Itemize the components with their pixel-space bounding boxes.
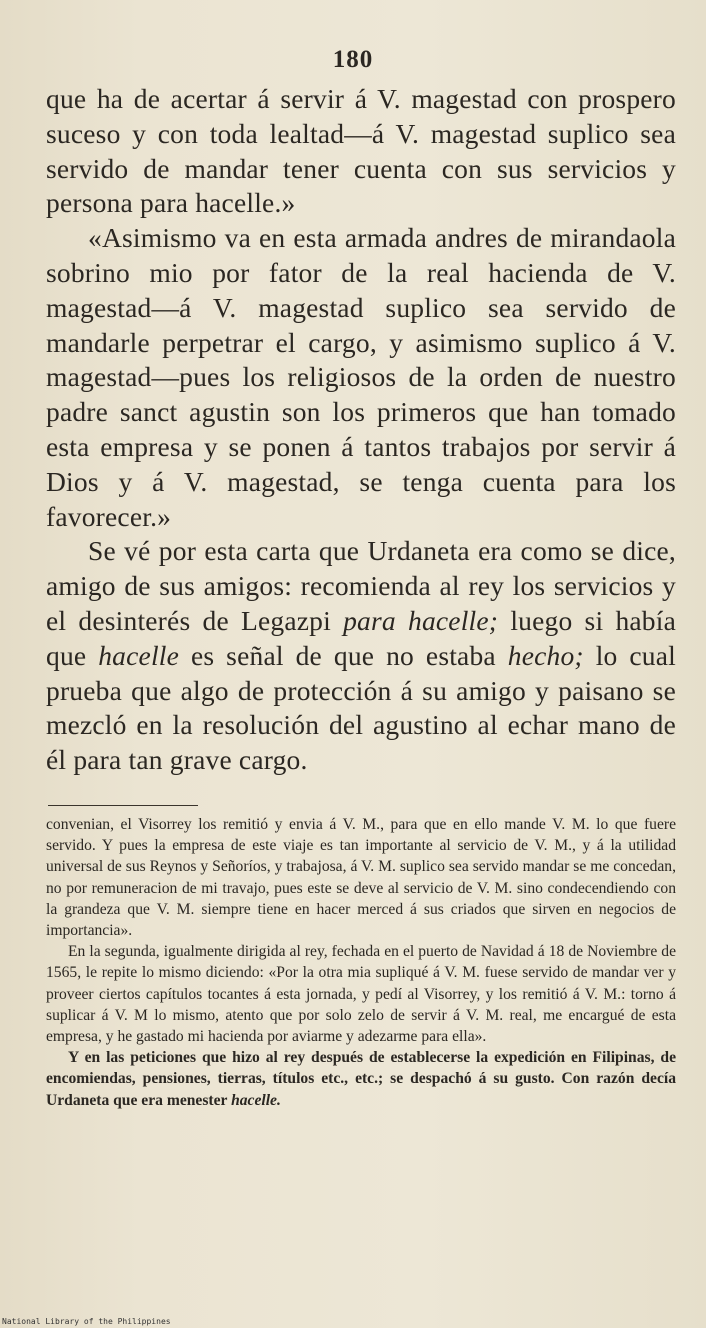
paragraph-3-part-b: luego si había que	[46, 604, 676, 671]
italic-hecho: hecho;	[507, 639, 584, 671]
footnote-3-text: Y en las peticiones que hizo al rey después de establecerse la expedición en Filipinas, de encomiendas, pensiones, tierras, títulos etc., etc.; se despachó á su gusto. Con razón decía Urdaneta que era menester	[46, 1049, 676, 1109]
main-text	[46, 82, 676, 778]
page-number: 180	[332, 46, 374, 73]
footnote-divider	[48, 805, 198, 806]
paragraph-2: «Asimismo va en esta armada andres de mirandaola sobrino mio por fator de la real hacienda de V. magestad—á V. magestad suplico sea servido de mandarle perpetrar el cargo, y asimismo suplico á V. magestad—pues los religiosos de la orden de nuestro padre sanct agustin son los primeros que han tomado esta empresa y se ponen á tantos trabajos por servir á Dios y á V. magestad, se tenga cuenta para los favorecer.»	[46, 222, 676, 532]
paragraph-3-part-a: Se vé por esta carta que Urdaneta era como se dice, amigo de sus amigos: recomienda al rey los servicios y el desinterés de Legazpi	[46, 535, 676, 636]
footnote-3	[46, 1047, 676, 1111]
italic-hacelle-footnote: hacelle.	[231, 1091, 281, 1109]
paragraph-3-part-d: lo cual prueba que algo de protección á su amigo y paisano se mezcló en la resolución del agustino al echar mano de él para tan grave cargo.	[46, 639, 677, 776]
paragraph-3-part-c: es señal de que no estaba	[179, 639, 508, 671]
footnote-2: En la segunda, igualmente dirigida al rey, fechada en el puerto de Navidad á 18 de Noviembre de 1565, le repite lo mismo diciendo: «Por la otra mia supliqué á V. M. fuese servido de mandar ver y proveer ciertos capítulos tocantes á esta jornada, y pedí al Visorrey, y los remitió á V. M.: torno á suplicar á V. M lo mismo, atento que por solo zelo de servir á V. M. real, me encargué de esta empresa, y he gastado mi hacienda por aviarme y adezarme para ella».	[46, 943, 676, 1046]
footnote-1: convenian, el Visorrey los remitió y envia á V. M., para que en ello mande V. M. lo que fuere servido. Y pues la empresa de este viaje es tan importante al servicio de V. M., y á la utilidad universal de sus Reynos y Señoríos, y trabajosa, á V. M. suplico sea servido mandar se me concedan, no por remuneracion de mi travajo, pues este se deve al servicio de V. M. sino condecendiendo con la grandeza que V. M. siempre tiene en hacer merced á sus criados que sirven en negocios de importancia».	[46, 816, 676, 940]
italic-hacelle: hacelle	[98, 639, 180, 671]
paragraph-3	[46, 534, 676, 778]
italic-para-hacelle: para hacelle;	[343, 604, 499, 636]
footnotes	[46, 814, 676, 1111]
library-credit: National Library of the Philippines	[2, 1317, 171, 1326]
paragraph-1: que ha de acertar á servir á V. magestad con prospero suceso y con toda lealtad—á V. magestad suplico sea servido de mandar tener cuenta con sus servicios y persona para hacelle.»	[46, 83, 676, 219]
